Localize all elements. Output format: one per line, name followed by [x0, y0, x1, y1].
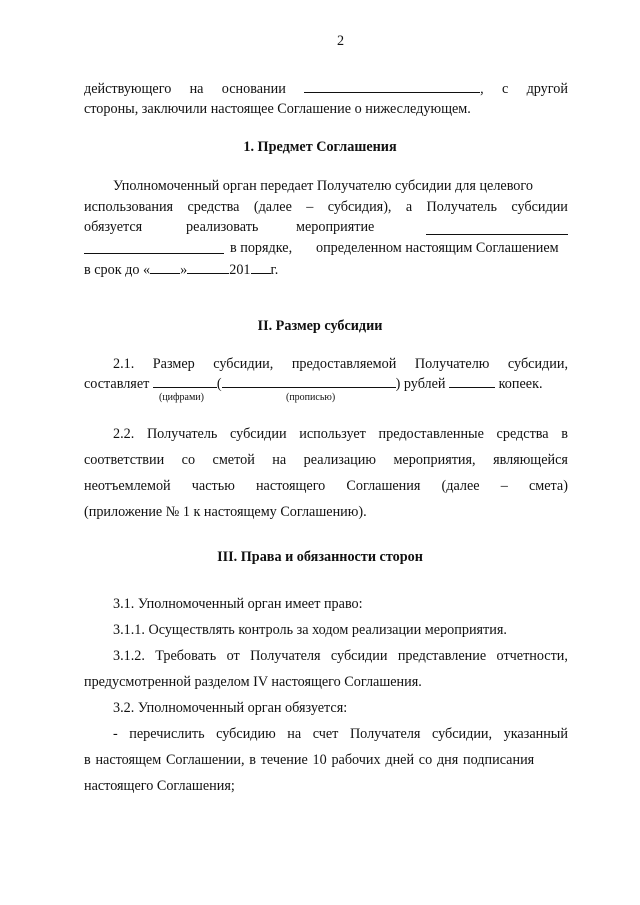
- text: составляет: [84, 376, 150, 392]
- text: (далее: [253, 199, 292, 215]
- s3-p4: 3.2. Уполномоченный орган обязуется:: [113, 700, 348, 716]
- label-words: (прописью): [286, 392, 336, 403]
- text: субсидию: [216, 726, 276, 742]
- text: основании: [221, 81, 286, 97]
- text: субсидии: [330, 648, 388, 664]
- s2-p1-line-2: [84, 375, 543, 393]
- section-2-heading: II. Размер субсидии: [257, 318, 383, 334]
- text: со: [181, 452, 196, 468]
- text: предоставленные: [378, 426, 484, 442]
- s1-line-4-a: в порядке,: [230, 240, 293, 256]
- s1-line-5: [84, 261, 278, 279]
- text: использует: [299, 426, 366, 442]
- text: с: [501, 81, 509, 97]
- s1-line-3-c: мероприятие: [296, 219, 375, 235]
- text: -: [113, 726, 118, 742]
- s2-p2-line-3: [84, 478, 568, 495]
- text: г.: [270, 262, 279, 278]
- text: средства: [496, 426, 549, 442]
- text: указанный: [503, 726, 568, 742]
- s3-p5-line-2: в настоящем Соглашении, в течение 10 рабочих дней со дня подписания: [84, 752, 535, 768]
- text: Размер: [152, 356, 195, 372]
- s2-p1-line-1: [113, 356, 568, 373]
- text: 2.2.: [113, 426, 135, 442]
- s3-p5-line-1: [113, 726, 568, 743]
- s1-line-3-b: реализовать: [186, 219, 259, 235]
- text: на: [287, 726, 302, 742]
- text: Получателю: [414, 356, 490, 372]
- page-number: 2: [337, 33, 345, 49]
- s1-line-3-a: обязуется: [84, 219, 143, 235]
- text: действующего: [84, 81, 172, 97]
- text: субсидии,: [432, 726, 493, 742]
- text: на: [272, 452, 287, 468]
- s3-p1: 3.1. Уполномоченный орган имеет право:: [113, 596, 363, 612]
- blank-event: [426, 222, 568, 240]
- text: а: [405, 199, 413, 215]
- text: субсидии,: [213, 356, 274, 372]
- blank-basis: ,: [304, 80, 484, 98]
- text: от: [226, 648, 240, 664]
- s3-p3-line-2: предусмотренной разделом IV настоящего Соглашения.: [84, 674, 422, 690]
- text: в: [561, 426, 568, 442]
- text: средства: [187, 199, 240, 215]
- text: субсидии,: [507, 356, 568, 372]
- text: мероприятия,: [393, 452, 476, 468]
- blank-event-2: [84, 241, 224, 259]
- intro-line-1: [84, 80, 568, 98]
- text: другой: [526, 81, 568, 97]
- text: Получатель: [426, 199, 497, 215]
- text: субсидии: [230, 426, 287, 442]
- s1-line-2: [84, 199, 568, 216]
- section-3-heading: III. Права и обязанности сторон: [217, 549, 423, 565]
- s2-p2-line-4: (приложение № 1 к настоящему Соглашению).: [84, 504, 367, 520]
- s2-p2-line-1: [113, 426, 568, 443]
- text: в срок до «: [84, 262, 151, 278]
- text: субсидия),: [327, 199, 392, 215]
- text: –: [306, 199, 314, 215]
- text: неотъемлемой: [84, 478, 171, 494]
- text: отчетности,: [496, 648, 568, 664]
- text: субсидии: [511, 199, 568, 215]
- text: –: [500, 478, 508, 494]
- s3-p3-line-1: [113, 648, 568, 665]
- text: счет: [312, 726, 339, 742]
- text: Соглашения: [346, 478, 421, 494]
- text: 201: [229, 262, 251, 278]
- s3-p5-line-3: настоящего Соглашения;: [84, 778, 235, 794]
- s2-p2-line-2: [84, 452, 568, 469]
- text: перечислить: [129, 726, 205, 742]
- text: Получателя: [250, 648, 321, 664]
- text: »: [180, 262, 188, 278]
- text: ) рублей: [395, 376, 446, 392]
- text: копеек.: [498, 376, 543, 392]
- text: 2.1.: [113, 356, 135, 372]
- text: являющейся: [493, 452, 568, 468]
- text: смета): [528, 478, 568, 494]
- s1-line-4-b: определенном настоящим Соглашением: [316, 240, 559, 256]
- text: (: [216, 376, 222, 392]
- text: (далее: [441, 478, 480, 494]
- intro-line-2: стороны, заключили настоящее Соглашение о нижеследующем.: [84, 101, 471, 117]
- s3-p2: 3.1.1. Осуществлять контроль за ходом реализации мероприятия.: [113, 622, 507, 638]
- text: Получателя: [349, 726, 421, 742]
- text: соответствии: [84, 452, 165, 468]
- text: настоящего: [255, 478, 326, 494]
- s1-line-1: Уполномоченный орган передает Получателю субсидии для целевого: [113, 178, 533, 194]
- text: предоставляемой: [291, 356, 397, 372]
- text: 3.1.2.: [113, 648, 145, 664]
- text: Требовать: [155, 648, 217, 664]
- text: частью: [191, 478, 235, 494]
- text: использования: [84, 199, 174, 215]
- text: реализацию: [303, 452, 376, 468]
- label-digits: (цифрами): [159, 392, 204, 403]
- section-1-heading: 1. Предмет Соглашения: [243, 139, 397, 155]
- text: представление: [397, 648, 487, 664]
- text: сметой: [212, 452, 255, 468]
- text: на: [189, 81, 204, 97]
- text: Получатель: [146, 426, 218, 442]
